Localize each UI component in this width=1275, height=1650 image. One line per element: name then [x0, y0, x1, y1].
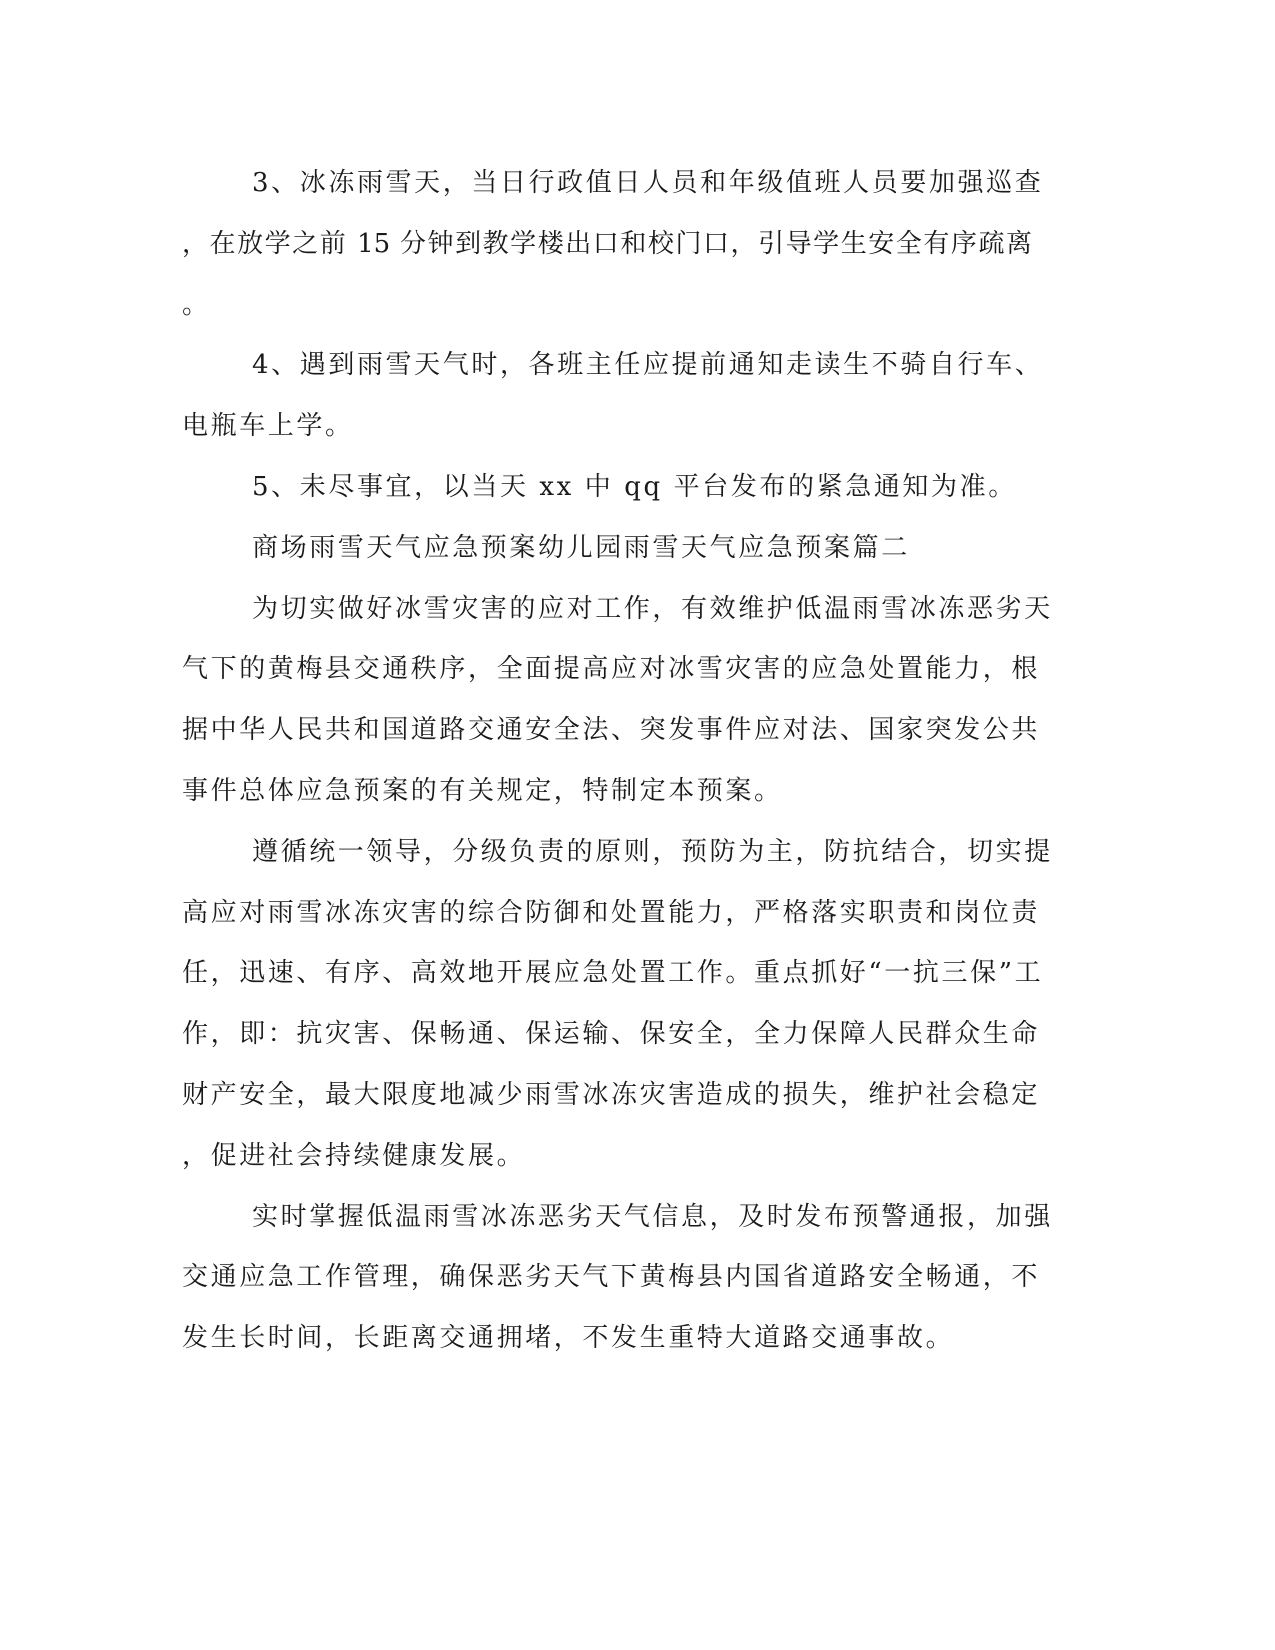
paragraph-line: 遵循统一领导，分级负责的原则，预防为主，防抗结合，切实提: [252, 836, 1053, 867]
paragraph-line: 交通应急工作管理，确保恶劣天气下黄梅县内国省道路安全畅通，不: [182, 1262, 1041, 1293]
paragraph-line: 实时掌握低温雨雪冰冻恶劣天气信息，及时发布预警通报，加强: [252, 1201, 1053, 1232]
paragraph-line: 气下的黄梅县交通秩序，全面提高应对冰雪灾害的应急处置能力，根: [182, 654, 1041, 685]
section-heading: 商场雨雪天气应急预案幼儿园雨雪天气应急预案篇二: [252, 532, 910, 563]
paragraph-line: 财产安全，最大限度地减少雨雪冰冻灾害造成的损失，维护社会稳定: [182, 1079, 1041, 1110]
paragraph-line: 。: [182, 289, 211, 320]
document-body: [182, 153, 1053, 1369]
paragraph-line: 4、遇到雨雪天气时，各班主任应提前通知走读生不骑自行车、: [252, 350, 1044, 381]
paragraph-line: 为切实做好冰雪灾害的应对工作，有效维护低温雨雪冰冻恶劣天: [252, 593, 1053, 624]
paragraph-line: 5、未尽事宜，以当天 xx 中 qq 平台发布的紧急通知为准。: [252, 471, 1017, 502]
paragraph-line: 3、冰冻雨雪天，当日行政值日人员和年级值班人员要加强巡查: [252, 168, 1044, 198]
paragraph-line: 发生长时间，长距离交通拥堵，不发生重特大道路交通事故。: [182, 1323, 955, 1354]
paragraph-line: 作，即：抗灾害、保畅通、保运输、保安全，全力保障人民群众生命: [182, 1019, 1041, 1050]
paragraph-line: 事件总体应急预案的有关规定，特制定本预案。: [182, 775, 783, 806]
paragraph-line: ，促进社会持续健康发展。: [182, 1140, 526, 1171]
paragraph-line: 任，迅速、有序、高效地开展应急处置工作。重点抓好“一抗三保”工: [182, 958, 1044, 989]
paragraph-line: ，在放学之前 15 分钟到教学楼出口和校门口，引导学生安全有序疏离: [182, 228, 1032, 259]
paragraph-line: 电瓶车上学。: [182, 411, 354, 442]
paragraph-line: 高应对雨雪冰冻灾害的综合防御和处置能力，严格落实职责和岗位责: [182, 897, 1041, 928]
paragraph-line: 据中华人民共和国道路交通安全法、突发事件应对法、国家突发公共: [182, 715, 1041, 746]
